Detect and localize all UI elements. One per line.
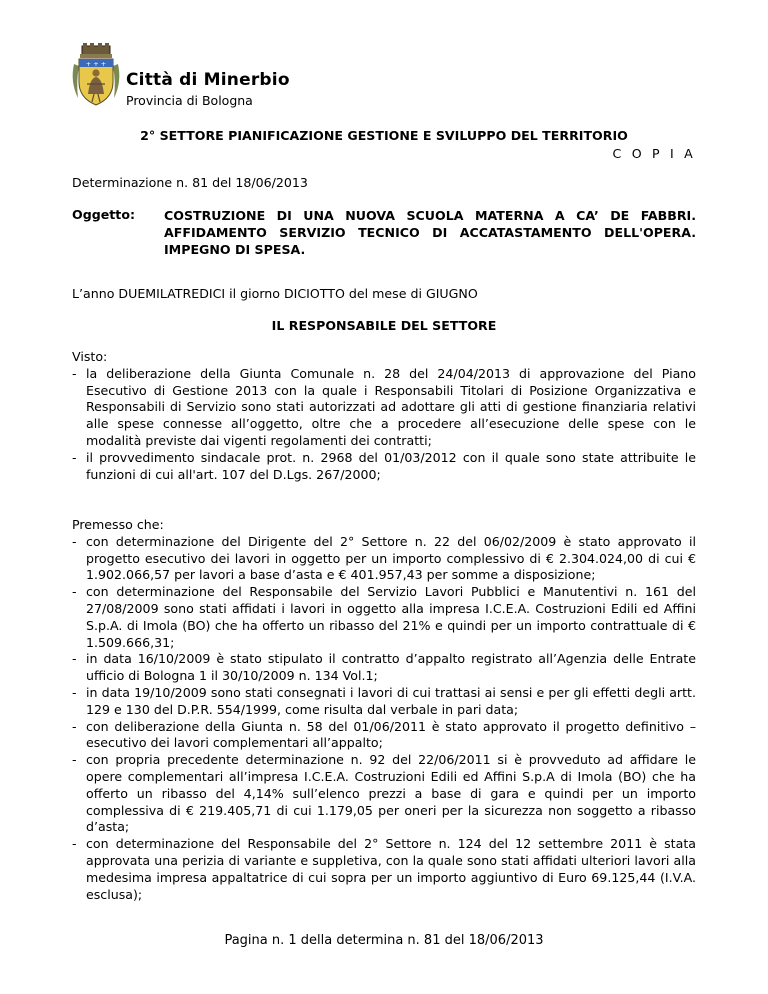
list-item: - in data 19/10/2009 sono stati consegnati i lavori di cui trattasi ai sensi e per gli effetti degli artt. 129 e 130 del D.P.R. 554/1999, come risulta dal verbale in pari data;	[72, 685, 696, 719]
responsible-heading: IL RESPONSABILE DEL SETTORE	[271, 318, 497, 333]
sector-heading: 2° SETTORE PIANIFICAZIONE GESTIONE E SVILUPPO DEL TERRITORIO	[140, 128, 628, 143]
premesso-label: Premesso che:	[72, 517, 164, 532]
list-item: - con determinazione del Responsabile del Servizio Lavori Pubblici e Manutentivi n. 161 del 27/08/2009 sono stati affidati i lavori in oggetto alla impresa I.C.E.A. Costruzioni Edili ed Affini S.p.A. di Imola (BO) che ha offerto un ribasso del 21% e quindi per un importo contrattuale di € 1.509.666,31;	[72, 584, 696, 651]
list-item: - in data 16/10/2009 è stato stipulato il contratto d’appalto registrato all’Agenzia delle Entrate ufficio di Bologna 1 il 30/10/2009 n. 134 Vol.1;	[72, 651, 696, 685]
svg-text:+ + +: + + +	[85, 60, 107, 68]
determination-number: Determinazione n. 81 del 18/06/2013	[72, 175, 308, 190]
list-item: - con determinazione del Dirigente del 2° Settore n. 22 del 06/02/2009 è stato approvato il progetto esecutivo dei lavori in oggetto per un importo complessivo di € 2.304.024,00 di cui € 1.902.066,57 per lavori a base d’asta e € 401.957,43 per somme a disposizione;	[72, 534, 696, 584]
visto-list	[72, 366, 696, 484]
list-item: - la deliberazione della Giunta Comunale n. 28 del 24/04/2013 di approvazione del Piano Esecutivo di Gestione 2013 con la quale i Responsabili Titolari di Posizione Organizzativa e Responsabili di Servizio sono stati autorizzati ad adottare gli atti di gestione finanziaria relativi alle spese connesse all’oggetto, oltre che a procedere all’esecuzione delle spese con le modalità previste dai vigenti regolamenti dei contratti;	[72, 366, 696, 450]
subject-label: Oggetto:	[72, 207, 136, 222]
subject-text: COSTRUZIONE DI UNA NUOVA SCUOLA MATERNA A CA’ DE FABBRI. AFFIDAMENTO SERVIZIO TECNICO DI ACCATASTAMENTO DELL'OPERA. IMPEGNO DI SPESA.	[164, 208, 696, 257]
list-item: - con deliberazione della Giunta n. 58 del 01/06/2011 è stato approvato il progetto definitivo – esecutivo dei lavori complementari all’appalto;	[72, 719, 696, 753]
list-item: - con determinazione del Responsabile del 2° Settore n. 124 del 12 settembre 2011 è stata approvata una perizia di variante e suppletiva, con la quale sono stati affidati ulteriori lavori alla medesima impresa appaltatrice di cui sopra per un importo aggiuntivo di Euro 69.125,44 (I.V.A. esclusa);	[72, 836, 696, 903]
list-item: - con propria precedente determinazione n. 92 del 22/06/2011 si è provveduto ad affidare le opere complementari all’impresa I.C.E.A. Costruzioni Edili ed Affini S.p.A di Imola (BO) che ha offerto un ribasso del 4,14% sull’elenco prezzi a base di gara e quindi per un importo complessiva di € 219.405,71 di cui 1.179,05 per oneri per la sicurezza non soggetto a ribasso d’asta;	[72, 752, 696, 836]
visto-label: Visto:	[72, 349, 108, 364]
page-footer: Pagina n. 1 della determina n. 81 del 18/06/2013	[224, 933, 544, 948]
province-name: Provincia di Bologna	[126, 93, 253, 108]
list-item: - il provvedimento sindacale prot. n. 2968 del 01/03/2012 con il quale sono state attribuite le funzioni di cui all'art. 107 del D.Lgs. 267/2000;	[72, 450, 696, 484]
premesso-list	[72, 534, 696, 904]
city-coat-of-arms-icon	[70, 42, 122, 108]
city-name: Città di Minerbio	[126, 70, 290, 90]
premesso-section	[72, 517, 696, 903]
copy-mark: C O P I A	[612, 146, 696, 161]
visto-section	[72, 349, 696, 483]
date-statement: L’anno DUEMILATREDICI il giorno DICIOTTO del mese di GIUGNO	[72, 286, 478, 301]
